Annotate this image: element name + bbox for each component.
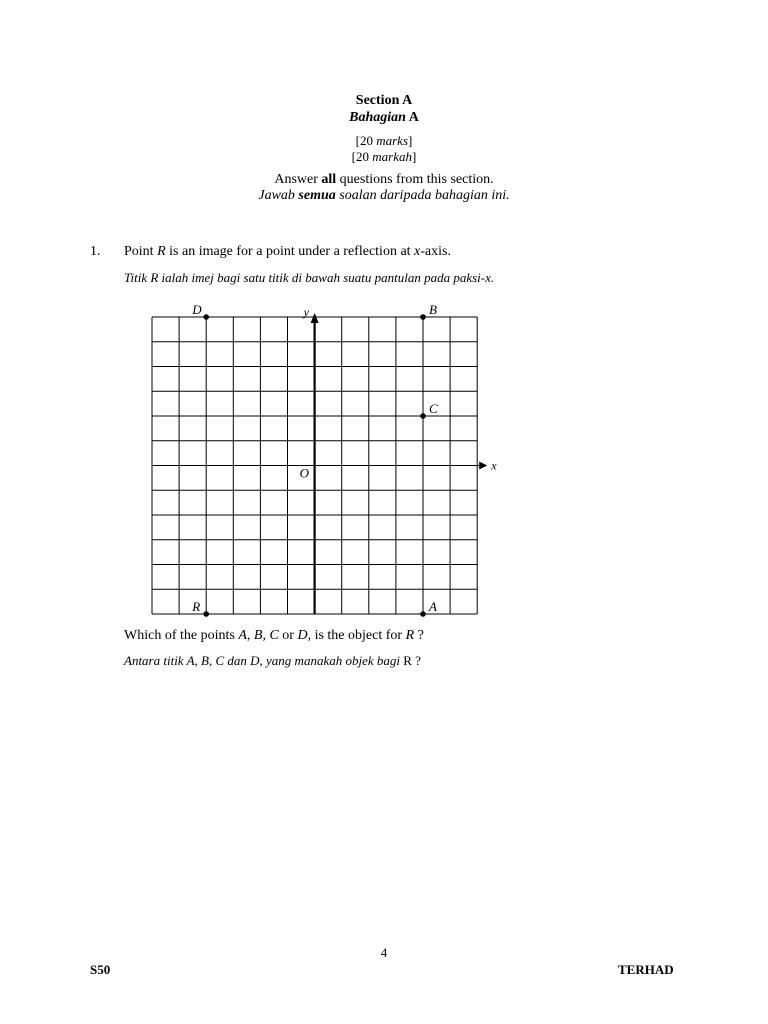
x-axis-label: x <box>491 458 497 473</box>
page-number: 4 <box>380 945 388 960</box>
q-en-pre: Point <box>124 244 158 259</box>
instruction-en-post: questions from this section. <box>336 172 494 187</box>
x-axis-arrow-icon <box>479 462 487 470</box>
question-number: 1. <box>90 244 101 259</box>
paper-code: S50 <box>90 962 111 977</box>
q-en-post: -axis. <box>420 244 451 259</box>
marks-open: [20 <box>355 133 377 148</box>
ask-ms-pre: Antara titik A, B, C dan D, yang manakah objek bagi <box>124 653 404 668</box>
markah-close: ] <box>411 149 417 164</box>
instruction-ms-post: soalan daripada bahagian ini. <box>335 188 510 203</box>
point-a-dot <box>420 611 426 617</box>
ask-ms-q: ? <box>411 653 421 668</box>
reflection-diagram <box>140 300 497 620</box>
marks-close: ] <box>408 133 413 148</box>
instruction-en-pre: Answer <box>274 172 322 187</box>
ask-en-r: R <box>405 628 415 643</box>
classification-label: TERHAD <box>618 962 674 977</box>
point-r-dot <box>203 611 209 617</box>
ask-text-ms <box>124 653 421 668</box>
ask-en-b: B <box>253 628 263 643</box>
question-text-ms: Titik R ialah imej bagi satu titik di bawah suatu pantulan pada paksi-x. <box>124 270 495 285</box>
section-title-text: Section A <box>355 93 413 108</box>
markah-open: [20 <box>351 149 373 164</box>
ask-ms-r: R <box>403 653 412 668</box>
ask-en-pre: Which of the points <box>124 628 239 643</box>
bahagian-title <box>0 110 768 126</box>
point-b-dot <box>420 314 426 320</box>
q-en-mid: is an image for a point under a reflection at <box>165 244 415 259</box>
point-a-label: A <box>429 599 437 614</box>
ask-en-d: D <box>297 628 308 643</box>
point-c-label: C <box>429 401 438 416</box>
point-c-dot <box>420 413 426 419</box>
markah-line <box>0 149 768 164</box>
y-axis-label: y <box>303 305 309 319</box>
origin-label: O <box>299 465 309 481</box>
ask-en-c1: , <box>246 628 254 643</box>
instruction-en-bold: all <box>321 172 337 187</box>
point-d-dot <box>203 314 209 320</box>
section-title <box>0 93 768 109</box>
marks-word: marks <box>376 133 409 148</box>
instruction-ms-pre: Jawab <box>258 188 299 203</box>
question-text-en <box>124 244 451 260</box>
ask-en-or: or <box>278 628 298 643</box>
ask-en-a: A <box>238 628 247 643</box>
point-r-label: R <box>192 599 201 614</box>
instruction-ms-bold: semua <box>298 188 336 203</box>
bahagian-word: Bahagian <box>349 110 406 125</box>
instruction-ms <box>0 188 768 204</box>
q-en-x: x <box>414 244 421 259</box>
point-d-label: D <box>192 302 202 317</box>
ask-en-q: ? <box>414 628 424 643</box>
ask-en-c: C <box>269 628 279 643</box>
marks-line <box>0 133 768 148</box>
ask-en-mid: , is the object for <box>307 628 406 643</box>
ask-text-en <box>124 628 424 644</box>
y-axis-arrow-icon <box>311 313 319 323</box>
ask-en-c2: , <box>262 628 270 643</box>
q-en-r: R <box>157 244 166 259</box>
bahagian-letter: A <box>408 110 419 125</box>
markah-word: markah <box>372 149 412 164</box>
point-b-label: B <box>429 302 437 317</box>
instruction-en <box>0 172 768 188</box>
